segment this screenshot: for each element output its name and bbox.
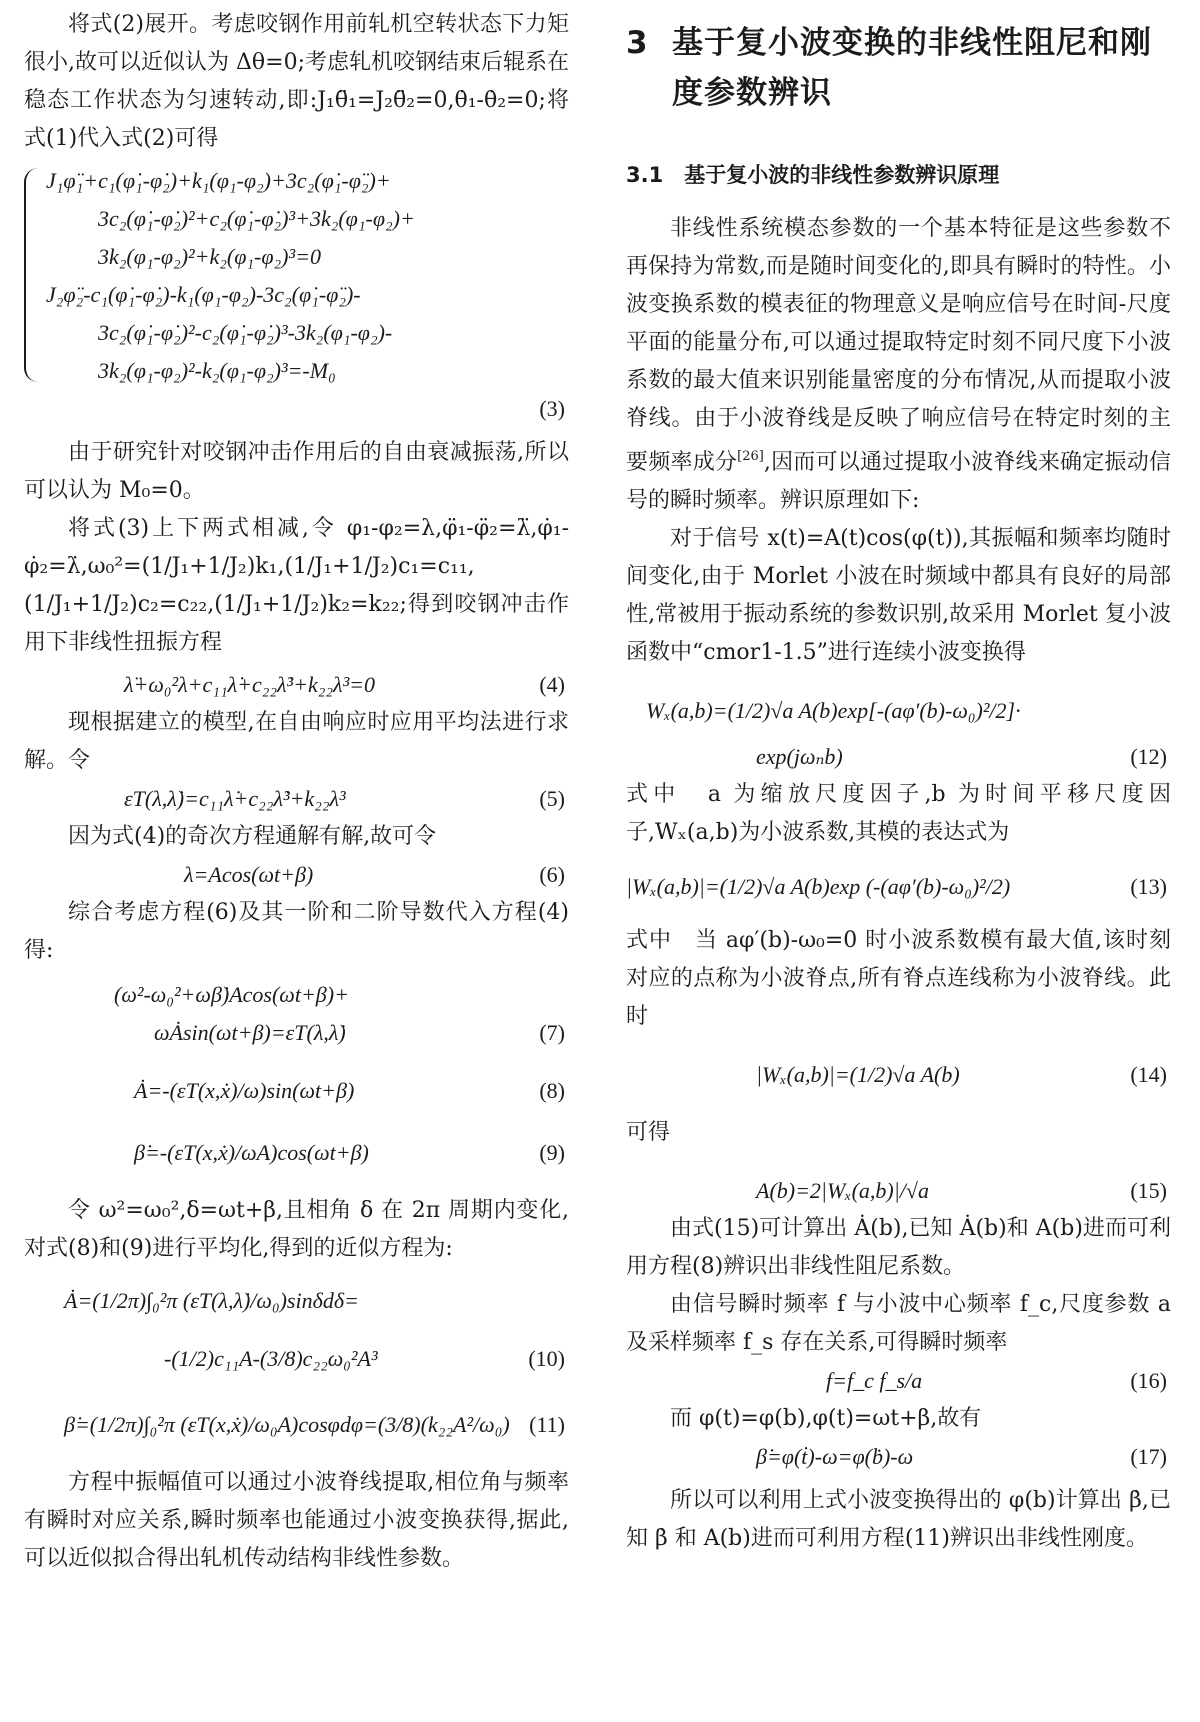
equation-number: (10)	[528, 1346, 565, 1371]
brace-top	[24, 168, 38, 382]
subsection-heading: 3.1 基于复小波的非线性参数辨识原理	[626, 163, 1000, 187]
eq3-line-2: 3c₂(φ̇₁-φ̇₂)²+c₂(φ̇₁-φ̇₂)³+3k₂(φ₁-φ₂)+	[98, 206, 415, 231]
equation-3-number	[24, 390, 569, 428]
equation-body: β̇=(1/2π)∫₀²π (εT(x,ẋ)/ω₀A)cosφdφ=(3/8)(k₂₂A²/ω₀)	[64, 1412, 510, 1437]
equation-number: (7)	[539, 1020, 565, 1045]
equation-body: A(b)=2|Wₓ(a,b)|/√a	[756, 1178, 929, 1203]
equation-5	[24, 780, 569, 818]
equation-body: λ=Acos(ωt+β)	[184, 862, 314, 887]
paragraph-general-solution: 因为式(4)的奇次方程通解有解,故可令	[68, 824, 437, 849]
section-heading	[626, 18, 1171, 118]
eq3-line-1: J₁φ̈₁+c₁(φ̇₁-φ̇₂)+k₁(φ₁-φ₂)+3c₂(φ̇₁-φ̈₂)+	[46, 168, 391, 193]
equation-number: (3)	[539, 396, 565, 421]
paragraph-averaging: 令 ω²=ω₀²,δ=ωt+β,且相角 δ 在 2π 周期内变化,对式(8)和(9)进行平均化,得到的近似方程为:	[24, 1198, 569, 1261]
equation-number: (15)	[1130, 1178, 1167, 1203]
paragraph-free-decay: 由于研究针对咬钢冲击作用后的自由衰减振荡,所以可以认为 M₀=0。	[24, 440, 569, 503]
section-title-line-1: 基于复小波变换的非线性阻尼和刚	[672, 25, 1152, 61]
paragraph-frequency: 由信号瞬时频率 f 与小波中心频率 f_c,尺度参数 a 及采样频率 f_s 存在关系,可得瞬时频率	[626, 1292, 1171, 1355]
paragraph-conclusion: 方程中振幅值可以通过小波脊线提取,相位角与频率有瞬时对应关系,瞬时频率也能通过小波变换获得,据此,可以近似拟合得出轧机传动结构非线性参数。	[24, 1470, 569, 1571]
eq3-line-4: J₂φ̈₂-c₁(φ̇₁-φ̇₂)-k₁(φ₁-φ₂)-3c₂(φ̇₁-φ̈₂)-	[46, 282, 361, 307]
paragraph-obtain: 可得	[626, 1120, 671, 1145]
equation-7-line-2	[24, 1014, 569, 1052]
equation-body: exp(jωₙb)	[756, 744, 843, 769]
section-title-line-2: 度参数辨识	[672, 75, 832, 111]
equation-body: Wₓ(a,b)=(1/2)√a A(b)exp[-(aφ′(b)-ω₀)²/2]·	[646, 698, 1021, 723]
equation-16	[626, 1362, 1171, 1400]
section-number: 3	[626, 25, 649, 61]
equation-14	[626, 1056, 1171, 1094]
equation-11	[24, 1406, 569, 1444]
equation-number: (17)	[1130, 1444, 1167, 1469]
equation-12-line-1	[626, 692, 1171, 730]
equation-body: Ȧ=(1/2π)∫₀²π (εT(λ,λ̇)/ω₀)sinδdδ=	[64, 1288, 359, 1313]
equation-number: (4)	[539, 672, 565, 697]
paragraph-morlet: 对于信号 x(t)=A(t)cos(φ(t)),其振幅和频率均随时间变化,由于 Morlet 小波在时频域中都具有良好的局部性,常被用于振动系统的参数识别,故采用 Morlet 复小波函数中“cmor1-1.5”进行连续小波变换得	[626, 526, 1171, 665]
equation-body: f=f_c f_s/a	[826, 1368, 923, 1393]
paragraph-text-tail: ,因而可以通过提取小波脊线来确定振动信号的瞬时频率。辨识原理如下:	[626, 450, 1171, 513]
left-column	[24, 0, 569, 1578]
equation-system-3	[24, 162, 569, 390]
equation-body: Ȧ=-(εT(x,ẋ)/ω)sin(ωt+β)	[134, 1078, 355, 1103]
eq3-line-6: 3k₂(φ₁-φ₂)²-k₂(φ₁-φ₂)³=-M₀	[98, 358, 336, 383]
equation-6	[24, 856, 569, 894]
equation-body: |Wₓ(a,b)|=(1/2)√a A(b)	[756, 1062, 960, 1087]
equation-number: (8)	[539, 1078, 565, 1103]
equation-7-line-1	[24, 976, 569, 1014]
paragraph-modal-params	[626, 210, 1171, 520]
equation-body: λ̈+ω₀²λ+c₁₁λ̇+c₂₂λ̇³+k₂₂λ³=0	[124, 672, 376, 697]
paragraph-damping: 由式(15)可计算出 Ȧ(b),已知 Ȧ(b)和 A(b)进而可利用方程(8)辨识出非线性阻尼系数。	[626, 1216, 1171, 1279]
equation-body: -(1/2)c₁₁A-(3/8)c₂₂ω₀²A³	[164, 1346, 378, 1371]
right-column	[626, 0, 1171, 1558]
equation-9	[24, 1134, 569, 1172]
equation-body: ωȦsin(ωt+β)=εT(λ,λ̇)	[154, 1020, 346, 1045]
equation-body: εT(λ,λ̇)=c₁₁λ̇+c₂₂λ̇³+k₂₂λ³	[124, 786, 346, 811]
equation-13	[626, 868, 1171, 906]
paragraph-expand-eq2: 将式(2)展开。考虑咬钢作用前轧机空转状态下力矩很小,故可以近似认为 Δθ=0;考虑轧机咬钢结束后辊系在稳态工作状态为匀速转动,即:J₁θ̈₁=J₂θ̈₂=0,θ̇₁-θ̇₂=0;将式(1)代入式(2)可得	[24, 12, 569, 151]
equation-17	[626, 1438, 1171, 1476]
paragraph-average-method: 现根据建立的模型,在自由响应时应用平均法进行求解。令	[24, 710, 569, 773]
citation: [26]	[737, 449, 764, 464]
equation-number: (9)	[539, 1140, 565, 1165]
equation-15	[626, 1172, 1171, 1210]
equation-10-line-1	[24, 1282, 569, 1320]
equation-4	[24, 666, 569, 704]
equation-body: |Wₓ(a,b)|=(1/2)√a A(b)exp (-(aφ′(b)-ω₀)²/2)	[626, 874, 1011, 899]
paragraph-wavelet-coeff: 式中 a 为缩放尺度因子,b 为时间平移尺度因子,Wₓ(a,b)为小波系数,其模的表达式为	[626, 782, 1171, 845]
equation-body: (ω²-ω₀²+ωβ̇)Acos(ωt+β)+	[114, 982, 349, 1007]
paragraph-text: 非线性系统模态参数的一个基本特征是这些参数不再保持为常数,而是随时间变化的,即具有瞬时的特性。小波变换系数的模表征的物理意义是响应信号在时间-尺度平面的能量分布,可以通过提取特定时刻不同尺度下小波系数的最大值来识别能量密度的分布情况,从而提取小波脊线。由于小波脊线是反映了响应信号在特定时刻的主要频率成分	[626, 216, 1171, 475]
paragraph-substitute: 综合考虑方程(6)及其一阶和二阶导数代入方程(4)得:	[24, 900, 569, 963]
equation-number: (13)	[1130, 874, 1167, 899]
equation-number: (11)	[529, 1412, 565, 1437]
equation-body: β̇=φ(ṫ)-ω=φ(ḃ)-ω	[756, 1444, 914, 1469]
equation-number: (16)	[1130, 1368, 1167, 1393]
equation-12-line-2	[626, 738, 1171, 776]
equation-number: (14)	[1130, 1062, 1167, 1087]
eq3-line-3: 3k₂(φ₁-φ₂)²+k₂(φ₁-φ₂)³=0	[98, 244, 321, 269]
equation-number: (5)	[539, 786, 565, 811]
paragraph-phase: 而 φ(t)=φ(b),φ(t)=ωt+β,故有	[670, 1406, 982, 1431]
equation-8	[24, 1072, 569, 1110]
equation-number: (12)	[1130, 744, 1167, 769]
equation-number: (6)	[539, 862, 565, 887]
paragraph-subtract: 将式(3)上下两式相减,令 φ₁-φ₂=λ,φ̈₁-φ̈₂=λ̈,φ̇₁-φ̇₂=λ̇,ω₀²=(1/J₁+1/J₂)k₁,(1/J₁+1/J₂)c₁=c₁₁,(1/J₁+1/J₂)c₂=c₂₂,(1/J₁+1/J₂)k₂=k₂₂;得到咬钢冲击作用下非线性扭振方程	[24, 516, 569, 655]
equation-body: β̇=-(εT(x,ẋ)/ωA)cos(ωt+β)	[134, 1140, 369, 1165]
eq3-line-5: 3c₂(φ̇₁-φ̇₂)²-c₂(φ̇₁-φ̇₂)³-3k₂(φ₁-φ₂)-	[98, 320, 393, 345]
paragraph-ridge: 式中 当 aφ′(b)-ω₀=0 时小波系数模有最大值,该时刻对应的点称为小波脊点,所有脊点连线称为小波脊线。此时	[626, 928, 1171, 1029]
paragraph-stiffness: 所以可以利用上式小波变换得出的 φ(b)计算出 β̇,已知 β̇ 和 A(b)进而可利用方程(11)辨识出非线性刚度。	[626, 1488, 1171, 1551]
equation-10-line-2	[24, 1340, 569, 1378]
